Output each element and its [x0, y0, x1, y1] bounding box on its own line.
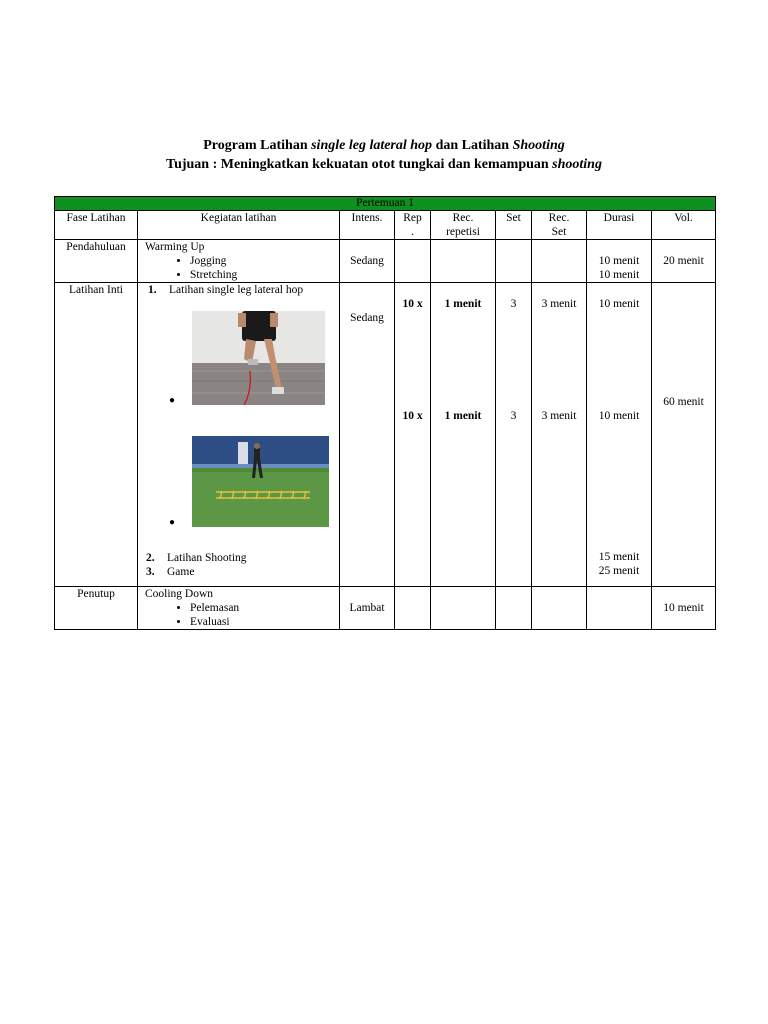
intensity-value: Lambat: [349, 602, 385, 614]
header-activity: Kegiatan latihan: [138, 211, 340, 240]
agility-ladder-photo: [192, 436, 329, 527]
set-value: 3: [510, 298, 517, 310]
single-leg-hop-image: [192, 311, 325, 405]
duration-value: 25 menit: [598, 565, 640, 577]
header-intensity: Intens.: [340, 211, 395, 240]
agility-ladder-image: [192, 436, 329, 527]
intensity-value: Sedang: [350, 312, 384, 324]
rec-set-value: 3 menit: [541, 410, 577, 422]
header-rec-set: Rec. Set: [532, 211, 587, 240]
header-rec-repetisi: Rec. repetisi: [431, 211, 496, 240]
set-value: 3: [510, 410, 517, 422]
volume-value: 10 menit: [663, 602, 704, 614]
cooldown-list: [145, 601, 337, 629]
activity-cooldown: Cooling Down • Pelemasan • Evaluasi: [138, 587, 340, 630]
phase-pendahuluan: Pendahuluan: [55, 240, 138, 283]
table-row: [55, 283, 716, 587]
phase-penutup: Penutup: [55, 587, 138, 630]
bullet-icon: ●: [169, 395, 176, 406]
list-item: • Jogging: [190, 254, 337, 268]
duration-value: 10 menit: [598, 269, 640, 281]
rec-repetisi-value: 1 menit: [444, 410, 482, 422]
duration-value: 10 menit: [598, 255, 640, 267]
list-item: • Evaluasi: [190, 615, 337, 629]
column-header-row: [55, 211, 716, 240]
duration-value: 10 menit: [598, 410, 640, 422]
rec-repetisi-value: 1 menit: [444, 298, 482, 310]
header-volume: Vol.: [652, 211, 716, 240]
table-row: [55, 587, 716, 630]
meeting-header-row: [55, 197, 716, 211]
table-row: [55, 240, 716, 283]
duration-value: 10 menit: [598, 298, 640, 310]
meeting-label: Pertemuan 1: [55, 197, 716, 211]
single-leg-hop-photo: [192, 311, 325, 405]
list-item: • Pelemasan: [190, 601, 337, 615]
volume-value: 60 menit: [663, 396, 704, 408]
bullet-icon: ●: [169, 517, 176, 528]
phase-latihan-inti: Latihan Inti: [55, 283, 138, 587]
page-title: Program Latihan single leg lateral hop dan Latihan Shooting: [203, 138, 565, 153]
training-program-table: [54, 196, 716, 630]
header-set: Set: [496, 211, 532, 240]
rec-set-value: 3 menit: [541, 298, 577, 310]
activity-warmup: Warming Up • Jogging • Stretching: [138, 240, 340, 283]
header-duration: Durasi: [587, 211, 652, 240]
rep-value: 10 x: [402, 410, 423, 422]
activity-inti: 1. Latihan single leg lateral hop 2. Latihan Shooting 3. Game: [138, 283, 340, 587]
volume-value: 20 menit: [663, 255, 704, 267]
header-phase: Fase Latihan: [55, 211, 138, 240]
list-item: • Stretching: [190, 268, 337, 282]
rep-value: 10 x: [402, 298, 423, 310]
warmup-list: [145, 254, 337, 282]
intensity-value: Sedang: [350, 255, 384, 267]
page-subtitle: Tujuan : Meningkatkan kekuatan otot tungkai dan kemampuan shooting: [166, 157, 602, 172]
header-rep: Rep .: [395, 211, 431, 240]
duration-value: 15 menit: [598, 551, 640, 563]
